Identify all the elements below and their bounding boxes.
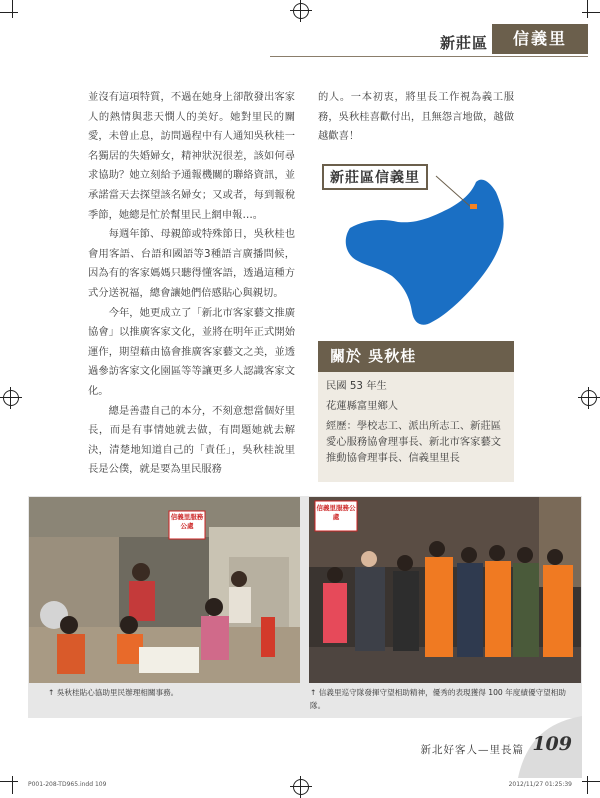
paragraph: 每週年節、母親節或特殊節日，吳秋桂也會用客語、台語和國語等3種語言廣播問候，因為有的客家媽媽只聽得懂客語，透過這種方式分送祝福，總會讓她們倍感貼心與親切。 bbox=[88, 228, 295, 299]
photo-caption: ↑ 吳秋桂貼心協助里民辦理相關事務。 bbox=[48, 688, 179, 697]
crop-mark-icon bbox=[0, 781, 18, 782]
crop-mark-icon bbox=[0, 12, 18, 13]
crop-mark-icon bbox=[12, 776, 13, 794]
paragraph: 的人。一本初衷，將里長工作視為義工服務，吳秋桂喜歡付出，且無怨言地做，越做越歡喜！ bbox=[318, 91, 514, 143]
registration-mark-right-icon bbox=[581, 390, 597, 406]
location-marker-icon bbox=[470, 204, 477, 209]
photo-patrol-team bbox=[309, 497, 581, 683]
left-column bbox=[88, 88, 295, 480]
photo-strip bbox=[28, 496, 582, 718]
right-column bbox=[318, 88, 514, 147]
about-experience: 經歷：學校志工、派出所志工、新莊區愛心服務協會理事長、新北市客家藝文推動協會理事長、信義里里長 bbox=[326, 420, 502, 464]
registration-mark-bottom-icon bbox=[293, 779, 309, 795]
photo-caption: ↑ 信義里巡守隊發揮守望相助精神，優秀的表現獲得 100 年度績優守望相助隊。 bbox=[310, 688, 566, 710]
village-shape bbox=[346, 180, 504, 325]
print-slug-right: 2012/11/27 01:25:39 bbox=[508, 781, 572, 788]
crop-mark-icon bbox=[587, 0, 588, 18]
paragraph: 總是善盡自己的本分，不刻意想當個好里長，而是有事情她就去做，有問題她就去解決，清楚地知道自己的「責任」，吳秋桂說里長是公僕，就是要為里民服務 bbox=[88, 404, 295, 476]
print-slug-left: P001-208-TD965.indd 109 bbox=[28, 781, 107, 788]
photo-office-service bbox=[29, 497, 300, 683]
caption-arrow-icon: ↑ bbox=[310, 688, 319, 697]
page-number: 109 bbox=[532, 733, 572, 755]
map-label: 新莊區信義里 bbox=[322, 164, 428, 190]
office-sign: 信義里服務公處 bbox=[170, 513, 204, 530]
running-title: 新北好客人—里長篇 bbox=[420, 744, 524, 756]
about-born: 民國 53 年生 bbox=[326, 380, 387, 392]
label-leader-line bbox=[436, 176, 472, 208]
crop-mark-icon bbox=[12, 0, 13, 18]
about-title: 關於 吳秋桂 bbox=[318, 341, 514, 372]
registration-mark-top-icon bbox=[293, 3, 309, 19]
crop-mark-icon bbox=[582, 12, 600, 13]
paragraph: 今年，她更成立了「新北市客家藝文推廣協會」以推廣客家文化，並將在明年正式開始運作，期望藉由協會推廣客家藝文之美，並透過參訪客家文化園區等等讓更多人認識客家文化。 bbox=[88, 306, 295, 397]
about-box bbox=[318, 372, 514, 482]
header-district: 新莊區 bbox=[439, 34, 488, 52]
office-sign: 信義里服務公處 bbox=[316, 504, 356, 521]
header-village-tab: 信義里 bbox=[492, 24, 588, 54]
registration-mark-left-icon bbox=[3, 390, 19, 406]
crop-mark-icon bbox=[582, 781, 600, 782]
caption-arrow-icon: ↑ bbox=[48, 688, 57, 697]
about-hometown: 花蓮縣富里鄉人 bbox=[326, 400, 399, 412]
crop-mark-icon bbox=[587, 776, 588, 794]
paragraph: 並沒有這項特質，不過在她身上卻散發出客家人的熱情與悲天憫人的美好。她對里民的關愛，未曾止息，訪問過程中有人通知吳秋桂一名獨居的失婚婦女，精神狀況很差，該如何尋求協助？她立刻給予通報機關的聯絡資訊，並承諾當天去探望該名婦女；又或者，每到報稅季節，她總是忙於幫里民上網申報…。 bbox=[88, 91, 295, 221]
header-rule bbox=[270, 56, 588, 57]
